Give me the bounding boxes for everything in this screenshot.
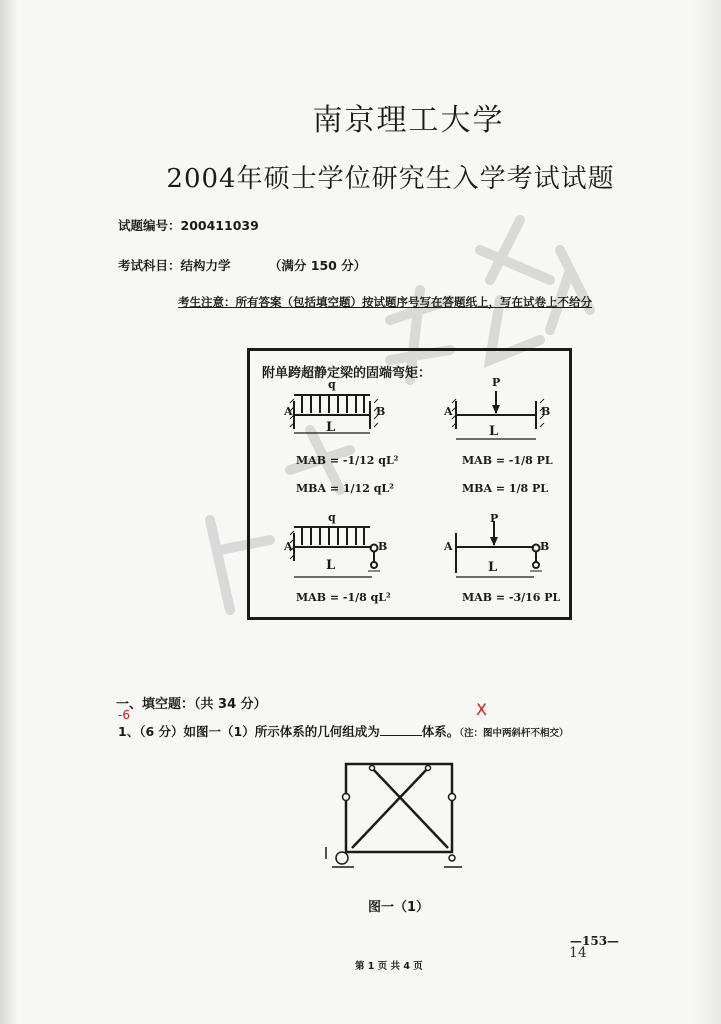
handwritten-page-number: 14 (569, 945, 587, 961)
question-1-note: （注：图中两斜杆不相交） (459, 728, 569, 739)
formula-bl-mab: MAB = -1/8 qL² (296, 591, 391, 604)
label-p-tr: P (492, 376, 501, 389)
score-mark: -6 (118, 708, 130, 722)
label-l-tl: L (326, 420, 336, 435)
label-b-tr: B (541, 405, 551, 418)
label-q-tl: q (328, 378, 336, 391)
full-score: （满分 150 分） (268, 258, 367, 273)
label-b-bl: B (378, 540, 388, 553)
page-shadow-right (693, 0, 721, 1024)
page-footer: 第 1 页 共 4 页 (355, 961, 423, 972)
udl-arrows-bl (302, 527, 364, 545)
page-shadow-left (0, 0, 18, 1024)
exam-code-label: 试题编号： (118, 218, 181, 233)
label-l-tr: L (489, 424, 499, 439)
exam-title: 2004年硕士学位研究生入学考试试题 (166, 164, 615, 194)
exam-subject-label: 考试科目： (118, 258, 181, 273)
figure-1-1-caption: 图一（1） (368, 900, 430, 915)
figure-box-heading: 附单跨超静定梁的固端弯矩： (262, 366, 432, 381)
formula-tr-mba: MBA = 1/8 PL (462, 482, 549, 495)
section-heading: 一、填空题：（共 34 分） (116, 697, 267, 712)
formula-br-mab: MAB = -3/16 PL (462, 591, 561, 604)
label-a-tl: A (284, 405, 293, 418)
formula-tl-mba: MBA = 1/12 qL² (296, 482, 394, 495)
udl-arrows-tl (302, 395, 364, 413)
label-l-br: L (488, 560, 498, 575)
university-name: 南京理工大学 (312, 103, 505, 138)
cross-mark: X (476, 700, 487, 719)
label-a-br: A (444, 540, 453, 553)
exam-code-value: 200411039 (180, 218, 259, 233)
formula-tr-mab: MAB = -1/8 PL (462, 454, 553, 467)
exam-subject-row (118, 256, 366, 274)
label-p-br: P (490, 512, 499, 525)
exam-code-row (118, 216, 259, 234)
label-l-bl: L (326, 558, 336, 573)
exam-subject-value: 结构力学 (180, 258, 231, 273)
question-1-prefix: 1、（6 分）如图一（1）所示体系的几何组成为 (118, 724, 380, 739)
label-b-br: B (540, 540, 550, 553)
question-1 (118, 722, 568, 740)
question-1-blank[interactable] (380, 725, 422, 736)
label-a-bl: A (284, 540, 293, 553)
label-a-tr: A (444, 405, 453, 418)
question-1-suffix: 体系。 (421, 724, 460, 739)
label-b-tl: B (376, 405, 386, 418)
figure-1-1-frame (320, 755, 470, 885)
formula-tl-mab: MAB = -1/12 qL² (296, 454, 399, 467)
candidate-notice: 考生注意：所有答案（包括填空题）按试题序号写在答题纸上，写在试卷上不给分 (178, 295, 592, 309)
page-stamp: —153— (570, 934, 620, 948)
label-q-bl: q (328, 511, 336, 524)
